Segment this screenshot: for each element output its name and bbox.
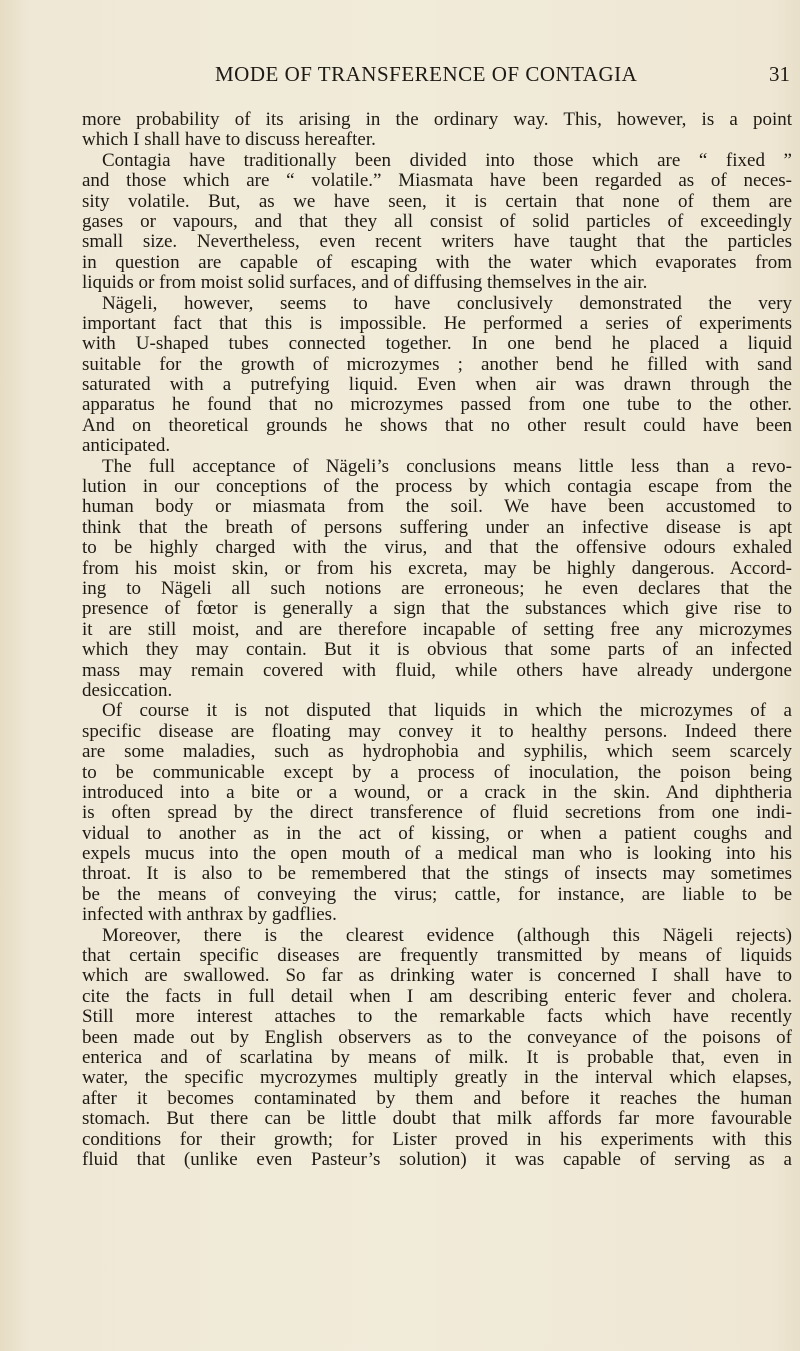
text-line: in question are capable of escaping with the water which evaporates from <box>82 251 792 273</box>
text-line: gases or vapours, and that they all consist of solid particles of exceedingly <box>82 210 792 232</box>
text-line: The full acceptance of Nägeli’s conclusions means little less than a revo- <box>102 455 792 477</box>
text-line: more probability of its arising in the ordinary way. This, however, is a point <box>82 109 792 130</box>
text-line: be the means of conveying the virus; cattle, for instance, are liable to be <box>82 883 792 905</box>
text-line: water, the specific mycrozymes multiply greatly in the interval which elapses, <box>82 1067 792 1089</box>
text-line: anticipated. <box>82 435 171 457</box>
text-line: enterica and of scarlatina by means of milk. It is probable that, even in <box>82 1046 792 1068</box>
text-line: desiccation. <box>82 679 173 701</box>
text-line: that certain specific diseases are frequently transmitted by means of liquids <box>82 945 792 967</box>
text-line: think that the breath of persons suffering under an infective disease is apt <box>82 516 792 538</box>
text-line: fluid that (unlike even Pasteur’s solution) it was capable of serving as a <box>82 1148 792 1170</box>
text-line: And on theoretical grounds he shows that no other result could have been <box>82 414 792 436</box>
text-line: throat. It is also to be remembered that the stings of insects may sometimes <box>82 863 792 885</box>
text-line: ing to Nägeli all such notions are erroneous; he even declares that the <box>82 577 792 599</box>
text-line: it are still moist, and are therefore incapable of setting free any microzymes <box>82 618 792 640</box>
text-line: is often spread by the direct transference of fluid secretions from one indi- <box>82 802 792 824</box>
text-line: lution in our conceptions of the process by which contagia escape from the <box>82 476 792 498</box>
text-line: which I shall have to discuss hereafter. <box>82 129 376 151</box>
text-line: saturated with a putrefying liquid. Even when air was drawn through the <box>82 374 792 396</box>
text-line: Of course it is not disputed that liquids in which the microzymes of a <box>102 700 792 722</box>
body-text <box>82 110 792 1170</box>
text-line: after it becomes contaminated by them and before it reaches the human <box>82 1087 792 1109</box>
text-line: infected with anthrax by gadflies. <box>82 904 337 926</box>
text-line: Moreover, there is the clearest evidence (although this Nägeli rejects) <box>102 924 792 946</box>
running-head: MODE OF TRANSFERENCE OF CONTAGIA <box>215 62 638 86</box>
text-line: vidual to another as in the act of kissing, or when a patient coughs and <box>82 822 792 844</box>
text-line: liquids or from moist solid surfaces, and of diffusing themselves in the air. <box>82 272 648 294</box>
text-line: mass may remain covered with fluid, while others have already undergone <box>82 659 792 681</box>
page-number: 31 <box>769 62 790 86</box>
text-line: stomach. But there can be little doubt that milk affords far more favourable <box>82 1108 792 1130</box>
text-line: conditions for their growth; for Lister proved in his experiments with this <box>82 1128 792 1150</box>
text-line: which they may contain. But it is obvious that some parts of an infected <box>82 639 792 661</box>
text-line: Contagia have traditionally been divided into those which are “ fixed ” <box>102 149 792 171</box>
text-line: to be communicable except by a process of inoculation, the poison being <box>82 761 792 783</box>
text-line: which are swallowed. So far as drinking water is concerned I shall have to <box>82 965 792 987</box>
text-line: been made out by English observers as to the conveyance of the poisons of <box>82 1026 792 1048</box>
text-line: human body or miasmata from the soil. We have been accustomed to <box>82 496 792 518</box>
text-line: and those which are “ volatile.” Miasmata have been regarded as of neces- <box>82 170 792 192</box>
text-line: apparatus he found that no microzymes passed from one tube to the other. <box>82 394 792 416</box>
text-line: specific disease are floating may convey it to healthy persons. Indeed there <box>82 720 792 742</box>
text-line: cite the facts in full detail when I am describing enteric fever and cholera. <box>82 985 792 1007</box>
text-line: sity volatile. But, as we have seen, it is certain that none of them are <box>82 190 792 212</box>
text-line: are some maladies, such as hydrophobia and syphilis, which seem scarcely <box>82 741 792 763</box>
text-line: Still more interest attaches to the remarkable facts which have recently <box>82 1006 792 1028</box>
text-line: expels mucus into the open mouth of a medical man who is looking into his <box>82 843 792 865</box>
text-line: important fact that this is impossible. He performed a series of experiments <box>82 312 792 334</box>
text-line: presence of fœtor is generally a sign that the substances which give rise to <box>82 598 792 620</box>
text-line: suitable for the growth of microzymes ; another bend he filled with sand <box>82 353 792 375</box>
text-line: Nägeli, however, seems to have conclusively demonstrated the very <box>102 292 792 314</box>
text-line: with U-shaped tubes connected together. In one bend he placed a liquid <box>82 333 792 355</box>
text-line: to be highly charged with the virus, and that the offensive odours exhaled <box>82 537 792 559</box>
page-header <box>80 62 790 92</box>
text-line: small size. Nevertheless, even recent writers have taught that the particles <box>82 231 792 253</box>
text-line: from his moist skin, or from his excreta, may be highly dangerous. Accord- <box>82 557 792 579</box>
text-line: introduced into a bite or a wound, or a crack in the skin. And diphtheria <box>82 781 792 803</box>
